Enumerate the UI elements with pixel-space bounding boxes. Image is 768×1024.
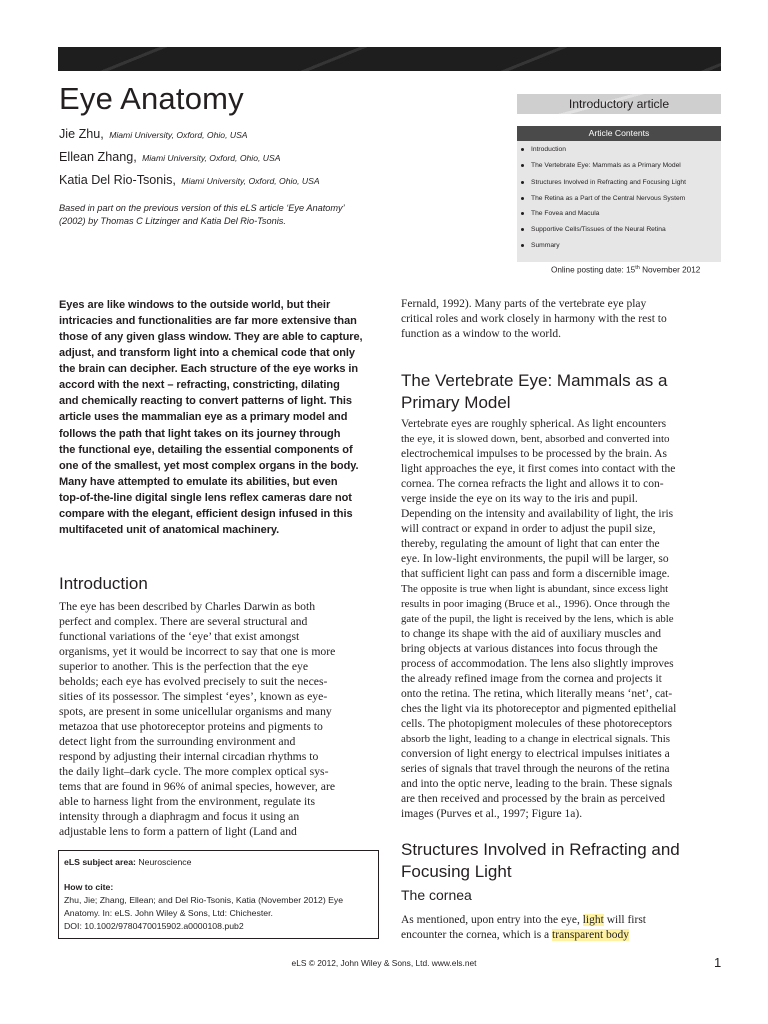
how-to-cite-label: How to cite: (64, 882, 114, 892)
author-affiliation: Miami University, Oxford, Ohio, USA (142, 153, 281, 163)
body-line: conversion of light energy to electrical impulses initiates a (401, 748, 670, 760)
body-line: the eye, it is slowed down, bent, absorbed and converted into (401, 433, 670, 445)
highlighted-text: transparent body (552, 929, 630, 941)
body-line: the daily light–dark cycle. The more complex optical sys- (59, 765, 329, 778)
body-line: organisms, yet it would be incorrect to say that one is more (59, 645, 336, 658)
author-3 (59, 173, 320, 187)
body-line: critical roles and work closely in harmony with the rest to (401, 313, 667, 325)
body-line: the already refined image from the cornea and projects it (401, 673, 662, 685)
contents-item[interactable]: Summary (521, 242, 560, 249)
citation-line: Zhu, Jie; Zhang, Ellean; and Del Rio-Tsonis, Katia (November 2012) Eye (64, 895, 344, 905)
abstract-line: adjust, and transform light into a chemical code that only (59, 347, 355, 359)
abstract-line: multifaceted unit of anatomical machinery. (59, 524, 280, 536)
body-line: detect light from the surrounding environment and (59, 735, 296, 748)
body-line: electrochemical impulses to be processed by the brain. As (401, 448, 668, 460)
abstract-line: compare with the elegant, efficient design infused in this (59, 508, 353, 520)
body-line: The eye has been described by Charles Darwin as both (59, 600, 316, 613)
abstract-line: and chemically reacting to convert patterns of light. This (59, 395, 352, 407)
body-line: metazoa that use photoreceptor proteins and pigments to (59, 720, 323, 733)
abstract-line: accord with the next – refracting, constricting, dilating (59, 379, 340, 391)
article-title: Eye Anatomy (59, 81, 244, 116)
abstract-line: Many have attempted to emulate its abilities, but even (59, 476, 338, 488)
contents-item[interactable]: The Retina as a Part of the Central Nervous System (521, 195, 685, 202)
section-heading-vertebrate-eye-2: Primary Model (401, 393, 511, 412)
body-line: sities of its possessor. The simplest ‘eyes’, known as eye- (59, 690, 328, 703)
section-heading-vertebrate-eye: The Vertebrate Eye: Mammals as a (401, 371, 668, 390)
body-line: thereby, regulating the amount of light that can enter the (401, 538, 660, 550)
author-name: Ellean Zhang, (59, 150, 137, 164)
body-line: Fernald, 1992). Many parts of the vertebrate eye play (401, 298, 647, 310)
contents-heading: Article Contents (517, 126, 721, 141)
body-line: perfect and complex. There are several structural and (59, 615, 308, 628)
body-line: intensity through a diaphragm and focus it using an (59, 810, 300, 823)
abstract-line: article uses the mammalian eye as a primary model and (59, 411, 348, 423)
body-line: absorb the light, leading to a change in electrical signals. This (401, 733, 670, 745)
body-line: are then received and processed by the brain as perceived (401, 793, 666, 805)
contents-item[interactable]: Introduction (521, 146, 566, 153)
body-line: light approaches the eye, it first comes into contact with the (401, 463, 676, 475)
author-affiliation: Miami University, Oxford, Ohio, USA (109, 130, 248, 140)
abstract-line: Eyes are like windows to the outside world, but their (59, 299, 331, 311)
contents-item[interactable]: Structures Involved in Refracting and Focusing Light (521, 179, 686, 186)
body-line: and into the optic nerve, leading to the brain. These signals (401, 778, 673, 790)
subsection-heading-cornea: The cornea (401, 887, 472, 903)
citation-line: Anatomy. In: eLS. John Wiley & Sons, Ltd: Chichester. (64, 908, 273, 918)
body-line: beholds; each eye has evolved precisely to suit the neces- (59, 675, 328, 688)
contents-item[interactable]: The Vertebrate Eye: Mammals as a Primary Model (521, 162, 681, 169)
body-line: ches the light via its photoreceptor and pigmented epithelial (401, 703, 677, 715)
abstract-line: top-of-the-line digital single lens reflex cameras dare not (59, 492, 352, 504)
abstract-line: intricacies and functionalities are far more extensive than (59, 315, 357, 327)
author-affiliation: Miami University, Oxford, Ohio, USA (181, 176, 320, 186)
body-line: Depending on the intensity and availability of light, the iris (401, 508, 674, 520)
body-line: process of accommodation. The lens also slightly improves (401, 658, 674, 670)
body-line: images (Purves et al., 1997; Figure 1a). (401, 808, 583, 820)
body-line: As mentioned, upon entry into the eye, light will first (401, 914, 646, 926)
contents-item[interactable]: The Fovea and Macula (521, 210, 599, 217)
subject-area: eLS subject area: Neuroscience (64, 857, 192, 867)
posting-date: Online posting date: 15th November 2012 (551, 265, 701, 275)
body-line: cells. The photopigment molecules of these photoreceptors (401, 718, 672, 730)
body-line: onto the retina. The retina, which literally means ‘net’, cat- (401, 688, 673, 700)
body-line: able to harness light from the environment, regulate its (59, 795, 316, 808)
body-line: eye. In low-light environments, the pupil will be larger, so (401, 553, 669, 565)
page-footer: eLS © 2012, John Wiley & Sons, Ltd. www.els.net (291, 958, 477, 968)
author-name: Jie Zhu, (59, 127, 104, 141)
body-line: function as a window to the world. (401, 328, 562, 340)
body-line: tems that are found in 96% of animal species, however, are (59, 780, 336, 793)
body-line: gate of the pupil, the light is received by the lens, which is able (401, 613, 674, 625)
author-name: Katia Del Rio-Tsonis, (59, 173, 176, 187)
body-line: respond by adjusting their internal circadian rhythms to (59, 750, 319, 763)
body-line: bring objects at various distances into focus through the (401, 643, 658, 655)
contents-item[interactable]: Supportive Cells/Tissues of the Neural Retina (521, 226, 666, 233)
abstract-line: the functional eye, detailing the essential components of (59, 444, 353, 456)
body-line: spots, are present in some unicellular organisms and many (59, 705, 332, 718)
section-heading-refracting: Structures Involved in Refracting and (401, 840, 680, 859)
section-heading-refracting-2: Focusing Light (401, 862, 512, 881)
section-heading-introduction: Introduction (59, 574, 148, 593)
body-line: functional variations of the ‘eye’ that exist amongst (59, 630, 300, 643)
article-type-label: Introductory article (517, 94, 721, 114)
abstract-line: one of the smallest, yet most complex organs in the body. (59, 460, 359, 472)
abstract-line: follows the path that light takes on its journey through (59, 428, 341, 440)
abstract-line: those of any given glass window. They are able to capture, (59, 331, 363, 343)
author-2 (59, 150, 280, 164)
page-number: 1 (714, 955, 722, 970)
body-line: superior to another. This is the perfection that the eye (59, 660, 309, 673)
body-line: series of signals that travel through the neurons of the retina (401, 763, 670, 775)
author-1 (59, 127, 248, 141)
body-line: verge inside the eye on its way to the iris and pupil. (401, 493, 638, 505)
body-line: to change its shape with the aid of auxiliary muscles and (401, 628, 661, 640)
header-bar (58, 47, 721, 71)
body-line: will contract or expand in order to adjust the pupil size, (401, 523, 656, 535)
body-line: encounter the cornea, which is a transparent body (401, 929, 630, 941)
body-line: results in poor imaging (Bruce et al., 1996). Once through the (401, 598, 670, 610)
based-on-note: Based in part on the previous version of this eLS article ‘Eye Anatomy’ (2002) by Thomas C Litzinger and Katia Del Rio-Tsonis. (59, 203, 345, 226)
body-line: that sufficient light can pass and form a discernible image. (401, 568, 670, 580)
body-line: cornea. The cornea refracts the light and allows it to con- (401, 478, 664, 490)
body-line: The opposite is true when light is abundant, since excess light (401, 583, 669, 595)
abstract-line: the brain can decipher. Each structure of the eye works in (59, 363, 359, 375)
body-line: Vertebrate eyes are roughly spherical. As light encounters (401, 418, 667, 430)
body-line: adjustable lens to form a pattern of light (Land and (59, 825, 297, 838)
highlighted-text: light (582, 914, 604, 926)
citation-line: DOI: 10.1002/9780470015902.a0000108.pub2 (64, 921, 244, 931)
